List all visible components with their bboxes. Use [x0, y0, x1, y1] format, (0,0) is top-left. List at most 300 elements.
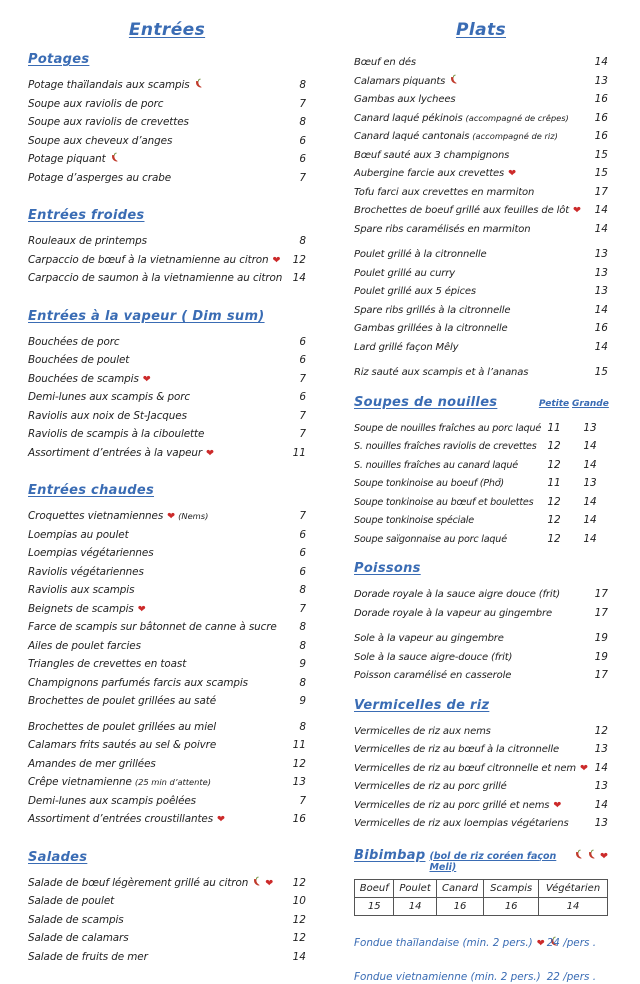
- item-price: 19: [594, 650, 608, 663]
- item-name: Soupe tonkinoise au bœuf et boulettes: [354, 496, 534, 508]
- item-price: 17: [594, 185, 608, 198]
- item-text-group: [354, 628, 582, 647]
- item-name: Spare ribs grillés à la citronnelle: [354, 304, 511, 316]
- chili-icon: [252, 873, 261, 889]
- item-name: Dorade royale à la vapeur au gingembre: [354, 607, 552, 619]
- section-heading-row: [28, 208, 306, 223]
- item-price: 17: [594, 588, 608, 600]
- menu-item: [354, 721, 608, 740]
- item-price: 16: [594, 130, 608, 142]
- menu-item: [354, 52, 608, 71]
- item-price: 8: [299, 621, 306, 633]
- item-price: 16: [594, 111, 608, 124]
- item-name: Calamars frits sautés au sel & poivre: [28, 739, 217, 751]
- item-name: Canard laqué cantonais: [354, 131, 470, 142]
- item-text-group: [354, 244, 582, 263]
- chili-icon: [449, 71, 458, 87]
- item-name: Poulet grillé aux 5 épices: [354, 286, 476, 297]
- item-text-group: [28, 268, 283, 287]
- item-name: Potage piquant: [28, 153, 106, 165]
- heart-icon: ❤: [217, 814, 226, 825]
- item-text-group: [354, 200, 582, 219]
- item-text-group: [28, 332, 280, 351]
- item-price: 14: [594, 222, 608, 235]
- item-price: 7: [299, 428, 306, 440]
- item-text-group: [28, 75, 280, 94]
- item-text-group: [28, 543, 280, 562]
- item-text-group: [354, 418, 542, 437]
- item-name: Croquettes vietnamiennes: [28, 510, 164, 522]
- bibimbap-header-cell: Poulet: [394, 879, 436, 897]
- section-heading: Vermicelles de riz: [354, 697, 490, 713]
- item-price: 8: [299, 720, 306, 733]
- menu-item: [354, 89, 608, 108]
- item-name: Vermicelles de riz au bœuf citronnelle et nem: [354, 762, 576, 774]
- menu-item: [28, 75, 306, 94]
- item-text-group: [28, 717, 280, 736]
- item-text-group: [28, 873, 280, 892]
- item-text-group: [28, 580, 280, 599]
- item-price: 12: [292, 253, 306, 266]
- item-name: Potage thaïlandais aux scampis: [28, 79, 190, 91]
- item-price: 13: [292, 776, 306, 788]
- menu-item: [28, 94, 306, 113]
- section-heading: Poissons: [354, 561, 421, 576]
- item-name: Sole à la sauce aigre-douce (frit): [354, 651, 513, 663]
- item-text-group: [354, 776, 582, 795]
- item-price: 14: [594, 761, 608, 774]
- item-note: (Nems): [178, 511, 209, 521]
- item-note: (accompagné de crêpes): [465, 112, 569, 123]
- item-name: Aubergine farcie aux crevettes: [354, 168, 505, 179]
- item-name: Soupe aux cheveux d’anges: [28, 134, 173, 147]
- heart-icon: ❤: [572, 205, 581, 216]
- item-text-group: [354, 739, 582, 758]
- item-text-group: [28, 691, 280, 710]
- item-name: Salade de poulet: [28, 895, 115, 907]
- menu-item: [28, 231, 306, 250]
- item-text-group: [28, 231, 280, 250]
- item-price: 9: [299, 658, 306, 670]
- item-text-group: [354, 584, 582, 603]
- menu-item: [354, 281, 608, 300]
- menu-section: [354, 395, 608, 548]
- menu-item: [28, 543, 306, 562]
- item-text-group: [354, 529, 536, 548]
- item-name: Brochettes de poulet grillées au saté: [28, 695, 217, 707]
- menu-item: [354, 603, 608, 622]
- item-price: 6: [299, 354, 306, 366]
- menu-item: [354, 108, 608, 127]
- item-price: 13: [583, 421, 597, 434]
- fondue-text-group: [354, 965, 547, 984]
- item-text-group: [354, 318, 582, 337]
- menu-item: [354, 455, 608, 474]
- item-price: 11: [547, 477, 561, 489]
- bibimbap-price-cell: 14: [539, 897, 608, 915]
- item-price: 11: [292, 739, 306, 751]
- item-price: 12: [547, 458, 561, 471]
- bibimbap-table: [354, 879, 608, 916]
- item-name: Beignets de scampis: [28, 602, 134, 615]
- menu-item: [354, 219, 608, 238]
- menu-item: [354, 739, 608, 758]
- item-price: 6: [299, 391, 306, 403]
- item-price: 16: [594, 93, 608, 105]
- menu-section: [28, 483, 306, 828]
- item-price: 12: [547, 514, 561, 526]
- heart-icon: ❤: [536, 937, 545, 949]
- menu-item: [354, 362, 608, 381]
- fondue-price: 22 /pers .: [546, 970, 596, 983]
- menu-item: [28, 406, 306, 425]
- menu-item: [354, 529, 608, 548]
- item-price: 16: [292, 813, 306, 825]
- item-price: 13: [583, 477, 597, 489]
- item-name: Raviolis végétariennes: [28, 565, 144, 578]
- item-price: 7: [299, 372, 306, 385]
- menu-item: [354, 795, 608, 814]
- item-text-group: [354, 758, 588, 777]
- entrees-column: [28, 0, 306, 965]
- menu-item: [354, 263, 608, 282]
- item-text-group: [28, 406, 280, 425]
- section-heading: Salades: [28, 849, 88, 865]
- item-price: 11: [292, 446, 306, 459]
- item-text-group: [28, 424, 280, 443]
- item-name: Rouleaux de printemps: [28, 235, 147, 247]
- menu-item: [354, 418, 608, 437]
- heart-icon: ❤: [272, 254, 281, 266]
- item-price: 16: [594, 322, 608, 334]
- menu-item: [28, 424, 306, 443]
- menu-item: [28, 654, 306, 673]
- item-name: Raviolis aux noix de St-Jacques: [28, 409, 187, 422]
- item-text-group: [28, 809, 280, 828]
- bibimbap-header-cell: Végétarien: [539, 879, 608, 897]
- section-heading-row: [354, 698, 608, 713]
- item-name: Salade de scampis: [28, 913, 124, 926]
- chili-icon: [110, 149, 119, 165]
- section-heading-row: [354, 844, 608, 873]
- item-name: Soupe aux raviolis de crevettes: [28, 116, 189, 128]
- item-name: Bouchées de porc: [28, 335, 120, 348]
- menu-item: [28, 268, 306, 287]
- heart-icon: ❤: [553, 799, 562, 811]
- section-heading-row: [28, 483, 306, 498]
- section-heading-row: [354, 561, 608, 576]
- menu-item: [28, 332, 306, 351]
- item-name: Bouchées de poulet: [28, 354, 130, 366]
- menu-item: [354, 473, 608, 492]
- menu-item: [354, 337, 608, 356]
- section-heading-row: [28, 309, 306, 324]
- section-heading-row: [28, 52, 306, 67]
- item-name: Lard grillé façon Mêly: [354, 341, 459, 353]
- item-name: Salade de calamars: [28, 932, 129, 944]
- item-text-group: [354, 71, 582, 90]
- item-text-group: [28, 250, 280, 269]
- section-heading-row: [28, 850, 306, 865]
- item-text-group: [354, 647, 582, 666]
- menu-item: [28, 735, 306, 754]
- item-text-group: [354, 300, 582, 319]
- item-text-group: [354, 436, 536, 455]
- menu-item: [354, 145, 608, 164]
- menu-item: [354, 318, 608, 337]
- item-name: Brochettes de poulet grillées au miel: [28, 720, 217, 733]
- item-text-group: [354, 145, 582, 164]
- menu-item: [28, 443, 306, 462]
- item-price: 14: [583, 532, 597, 545]
- item-name: Riz sauté aux scampis et à l’ananas: [354, 367, 529, 378]
- item-text-group: [28, 947, 280, 966]
- menu-item: [354, 126, 608, 145]
- section-heading: Entrées à la vapeur ( Dim sum): [28, 308, 265, 324]
- item-name: Soupe aux raviolis de porc: [28, 97, 164, 110]
- fondue-text-group: [354, 931, 547, 950]
- item-name: Soupe tonkinoise au boeuf (Phở): [354, 478, 504, 489]
- plats-column: [354, 0, 608, 984]
- item-price: 8: [299, 676, 306, 689]
- menu-item: [354, 492, 608, 511]
- item-text-group: [354, 510, 536, 529]
- item-text-group: [354, 263, 582, 282]
- menu-item: [354, 300, 608, 319]
- item-name: Demi-lunes aux scampis poêlées: [28, 794, 196, 807]
- menu-item: [28, 947, 306, 966]
- menu-item: [354, 813, 608, 832]
- item-name: Canard laqué pékinois: [354, 112, 463, 124]
- item-price: 14: [594, 798, 608, 811]
- item-name: Ailes de poulet farcies: [28, 639, 141, 652]
- item-text-group: [354, 182, 582, 201]
- item-price: 8: [299, 639, 306, 652]
- menu-item: [28, 717, 306, 736]
- item-text-group: [354, 219, 582, 238]
- fondue-item: [354, 965, 608, 984]
- item-name: Tofu farci aux crevettes en marmiton: [354, 186, 535, 198]
- item-price: 14: [594, 204, 608, 216]
- bibimbap-price-cell: 16: [484, 897, 539, 915]
- menu-item: [354, 758, 608, 777]
- menu-item: [354, 647, 608, 666]
- item-text-group: [354, 89, 582, 108]
- menu-item: [28, 350, 306, 369]
- item-text-group: [354, 492, 536, 511]
- item-text-group: [28, 131, 280, 150]
- menu-item: [28, 387, 306, 406]
- menu-item: [354, 665, 608, 684]
- item-name: Farce de scampis sur bâtonnet de canne à sucre: [28, 621, 277, 633]
- item-price: 14: [292, 272, 306, 284]
- item-price: 7: [299, 409, 306, 422]
- item-price: 12: [292, 932, 306, 944]
- item-text-group: [354, 281, 582, 300]
- item-text-group: [354, 795, 582, 814]
- menu-section: [354, 561, 608, 684]
- item-name: Vermicelles de riz aux nems: [354, 725, 491, 737]
- item-price: 10: [292, 895, 306, 907]
- menu-item: [28, 691, 306, 710]
- item-name: Amandes de mer grillées: [28, 757, 156, 770]
- item-text-group: [28, 617, 280, 636]
- heart-icon: ❤: [137, 603, 146, 615]
- menu-item: [28, 772, 306, 791]
- item-price: 9: [299, 695, 306, 707]
- price-column-label: Grande: [572, 398, 609, 409]
- menu-item: [28, 791, 306, 810]
- item-price: 12: [547, 532, 561, 545]
- item-text-group: [28, 599, 280, 618]
- menu-item: [354, 182, 608, 201]
- section-heading: Entrées froides: [28, 208, 145, 223]
- item-price: 7: [299, 97, 306, 110]
- item-name: Raviolis de scampis à la ciboulette: [28, 428, 205, 440]
- item-text-group: [28, 168, 280, 187]
- item-price: 14: [583, 458, 597, 471]
- item-name: Potage d’asperges au crabe: [28, 171, 171, 184]
- heart-icon: ❤: [167, 511, 176, 522]
- item-price: 13: [594, 743, 608, 755]
- item-text-group: [354, 362, 582, 381]
- item-price: 14: [594, 56, 608, 68]
- item-price: 15: [594, 148, 608, 161]
- item-price: 15: [594, 366, 608, 378]
- menu-item: [28, 506, 306, 525]
- item-text-group: [28, 506, 280, 525]
- menu-item: [28, 149, 306, 168]
- menu-item: [28, 580, 306, 599]
- item-text-group: [28, 149, 280, 168]
- item-price: 15: [594, 167, 608, 179]
- item-price: 14: [583, 495, 597, 508]
- heart-icon: ❤: [206, 447, 214, 459]
- item-price: 6: [299, 547, 306, 559]
- item-text-group: [354, 455, 536, 474]
- item-name: Salade de bœuf légèrement grillé au citron: [28, 876, 249, 889]
- bibimbap-header-cell: Canard: [436, 879, 484, 897]
- menu-item: [28, 809, 306, 828]
- item-price: 13: [594, 74, 608, 87]
- item-text-group: [354, 721, 582, 740]
- entrees-sections: [28, 52, 306, 965]
- item-price: 12: [292, 876, 306, 889]
- item-price: 6: [299, 134, 306, 147]
- item-price: 12: [292, 757, 306, 770]
- item-text-group: [28, 928, 280, 947]
- item-price: 8: [299, 584, 306, 596]
- item-text-group: [354, 337, 582, 356]
- item-text-group: [28, 654, 280, 673]
- menu-item: [354, 776, 608, 795]
- item-name: S. nouilles fraîches au canard laqué: [354, 459, 518, 471]
- item-name: Triangles de crevettes en toast: [28, 658, 187, 670]
- item-price: 6: [299, 565, 306, 578]
- item-text-group: [354, 108, 582, 127]
- item-name: Soupe de nouilles fraîches au porc laqué: [354, 422, 542, 434]
- bibimbap-price-cell: 15: [355, 897, 394, 915]
- heart-icon: ❤: [579, 762, 588, 774]
- item-text-group: [28, 94, 280, 113]
- item-name: Poisson caramélisé en casserole: [354, 670, 512, 681]
- item-text-group: [354, 813, 582, 832]
- item-name: Salade de fruits de mer: [28, 950, 148, 963]
- item-price: 8: [299, 235, 306, 247]
- menu-item: [28, 910, 306, 929]
- item-text-group: [28, 387, 280, 406]
- item-price: 17: [594, 606, 608, 619]
- heart-icon: ❤: [142, 373, 151, 385]
- item-text-group: [28, 636, 280, 655]
- item-text-group: [28, 350, 280, 369]
- item-text-group: [28, 112, 280, 131]
- heart-icon: ❤: [600, 850, 608, 862]
- section-heading: Soupes de nouilles: [354, 394, 498, 410]
- item-name: Bœuf sauté aux 3 champignons: [354, 149, 510, 161]
- menu-section: [28, 309, 306, 462]
- item-text-group: [28, 443, 280, 462]
- item-price: 12: [547, 495, 561, 508]
- item-text-group: [28, 673, 280, 692]
- item-price: 19: [594, 632, 608, 644]
- menu-item: [28, 112, 306, 131]
- item-name: Bœuf en dés: [354, 57, 416, 68]
- menu-item: [28, 673, 306, 692]
- menu-item: [28, 617, 306, 636]
- item-name: Demi-lunes aux scampis & porc: [28, 391, 190, 403]
- item-price: 8: [299, 116, 306, 128]
- item-price: 14: [583, 440, 597, 452]
- item-price: 12: [292, 913, 306, 926]
- heart-icon: ❤: [265, 877, 274, 889]
- item-name: Gambas grillées à la citronnelle: [354, 323, 508, 334]
- item-text-group: [28, 525, 280, 544]
- menu-item: [354, 510, 608, 529]
- item-price: 12: [547, 440, 561, 452]
- menu-item: [28, 369, 306, 388]
- item-text-group: [354, 126, 582, 145]
- heart-icon: ❤: [508, 168, 517, 179]
- item-name: Dorade royale à la sauce aigre douce (frit): [354, 589, 561, 600]
- item-name: Gambas aux lychees: [354, 94, 456, 105]
- price-column-labels: [536, 399, 608, 409]
- item-price: 6: [299, 528, 306, 541]
- menu-item: [28, 928, 306, 947]
- item-price: 7: [299, 794, 306, 807]
- menu-item: [28, 131, 306, 150]
- item-price: 14: [594, 303, 608, 316]
- menu-item: [28, 525, 306, 544]
- plats-sections: [354, 52, 608, 984]
- item-note: (accompagné de riz): [472, 131, 558, 141]
- menu-item: [354, 628, 608, 647]
- section-heading-note: (bol de riz coréen façon Meli): [429, 850, 557, 873]
- item-name: Vermicelles de riz au porc grillé: [354, 781, 507, 792]
- item-name: Carpaccio de bœuf à la vietnamienne au citron: [28, 253, 269, 266]
- chili-icon: [587, 844, 596, 863]
- item-text-group: [28, 754, 280, 773]
- item-price: 14: [292, 950, 306, 963]
- item-price: 8: [299, 79, 306, 91]
- item-price: 13: [594, 248, 608, 260]
- item-name: Spare ribs caramélisés en marmiton: [354, 223, 531, 235]
- item-name: Poulet grillé à la citronnelle: [354, 249, 487, 260]
- menu-section: [354, 52, 608, 381]
- item-text-group: [354, 163, 582, 182]
- entrees-title: Entrées: [128, 20, 206, 40]
- menu-item: [354, 163, 608, 182]
